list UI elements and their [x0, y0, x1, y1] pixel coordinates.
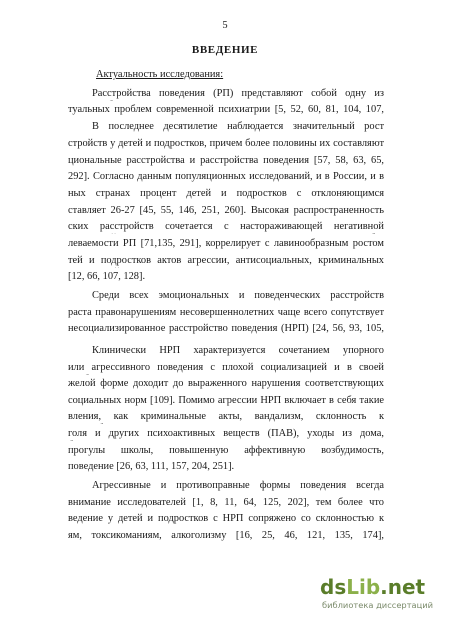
text-line: ских расстройств сочетается с настораживающей негативной	[68, 221, 384, 232]
watermark-logo: dsLib.net	[320, 575, 426, 599]
text-line: Актуальность исследования:	[96, 69, 224, 80]
text-line: стройств у детей и подростков, причем более половины их составляют	[68, 138, 384, 149]
text-line: Расстройства поведения (РП) представляют собой одну из	[92, 88, 384, 99]
text-line: социальных норм [109]. Помимо агрессии НРП включает в себя такие	[68, 395, 384, 406]
text-line: поведение [26, 63, 111, 157, 204, 251].	[68, 461, 235, 472]
text-line: или агрессивного поведения с плохой социализацией и в своей	[68, 362, 384, 373]
text-line: раста правонарушениям несовершеннолетних чаще всего сопутствует	[68, 307, 384, 318]
text-line: туальных проблем современной психиатрии [5, 52, 60, 81, 104, 107,	[68, 104, 384, 115]
text-line: Агрессивные и противоправные формы поведения всегда	[92, 480, 384, 491]
text-line: В последнее десятилетие наблюдается значительный рост	[92, 121, 384, 132]
text-line: прогулы школы, повышенную аффективную возбудимость,	[68, 445, 384, 456]
page-number: 5	[222, 20, 228, 31]
text-line: тей и подростков актов агрессии, антисоциальных, криминальных	[68, 255, 384, 266]
text-line: несоциализированное расстройство поведения (НРП) [24, 56, 93, 105,	[68, 323, 384, 334]
text-line: Клинически НРП характеризуется сочетанием упорного	[92, 345, 384, 356]
text-line: внимание исследователей [1, 8, 11, 64, 125, 202], тем более что	[68, 497, 384, 508]
text-line: 292]. Согласно данным популяционных исследований, и в России, и в	[68, 171, 384, 182]
text-line: Среди всех эмоциональных и поведенческих расстройств	[92, 290, 384, 301]
text-line: леваемости РП [71,135, 291], коррелирует с лавинообразным ростом	[68, 238, 384, 249]
text-line: ведение у детей и подростков с НРП сопряжено со склонностью к	[68, 513, 384, 524]
text-line: циональные расстройства и расстройства поведения [57, 58, 63, 65,	[68, 155, 384, 166]
text-line: ям, токсикоманиям, алкоголизму [16, 25, 46, 121, 135, 174],	[68, 530, 384, 541]
watermark-subtitle: библиотека диссертаций	[322, 600, 434, 610]
text-line: вления, как криминальные акты, вандализм, склонность к	[68, 411, 384, 422]
text-line: ных странах процент детей и подростков с отклоняющимся	[68, 188, 384, 199]
watermark	[320, 575, 440, 615]
text-line: желой форме доходит до выраженного нарушения соответствующих	[68, 378, 384, 389]
text-line: голя и других психоактивных веществ (ПАВ), уходы из дома,	[68, 428, 384, 439]
text-line: ставляет 26-27 [45, 55, 146, 251, 260]. Высокая распространенность	[68, 205, 384, 216]
text-line: [12, 66, 107, 128].	[68, 271, 146, 282]
page-title: ВВЕДЕНИЕ	[191, 44, 259, 56]
